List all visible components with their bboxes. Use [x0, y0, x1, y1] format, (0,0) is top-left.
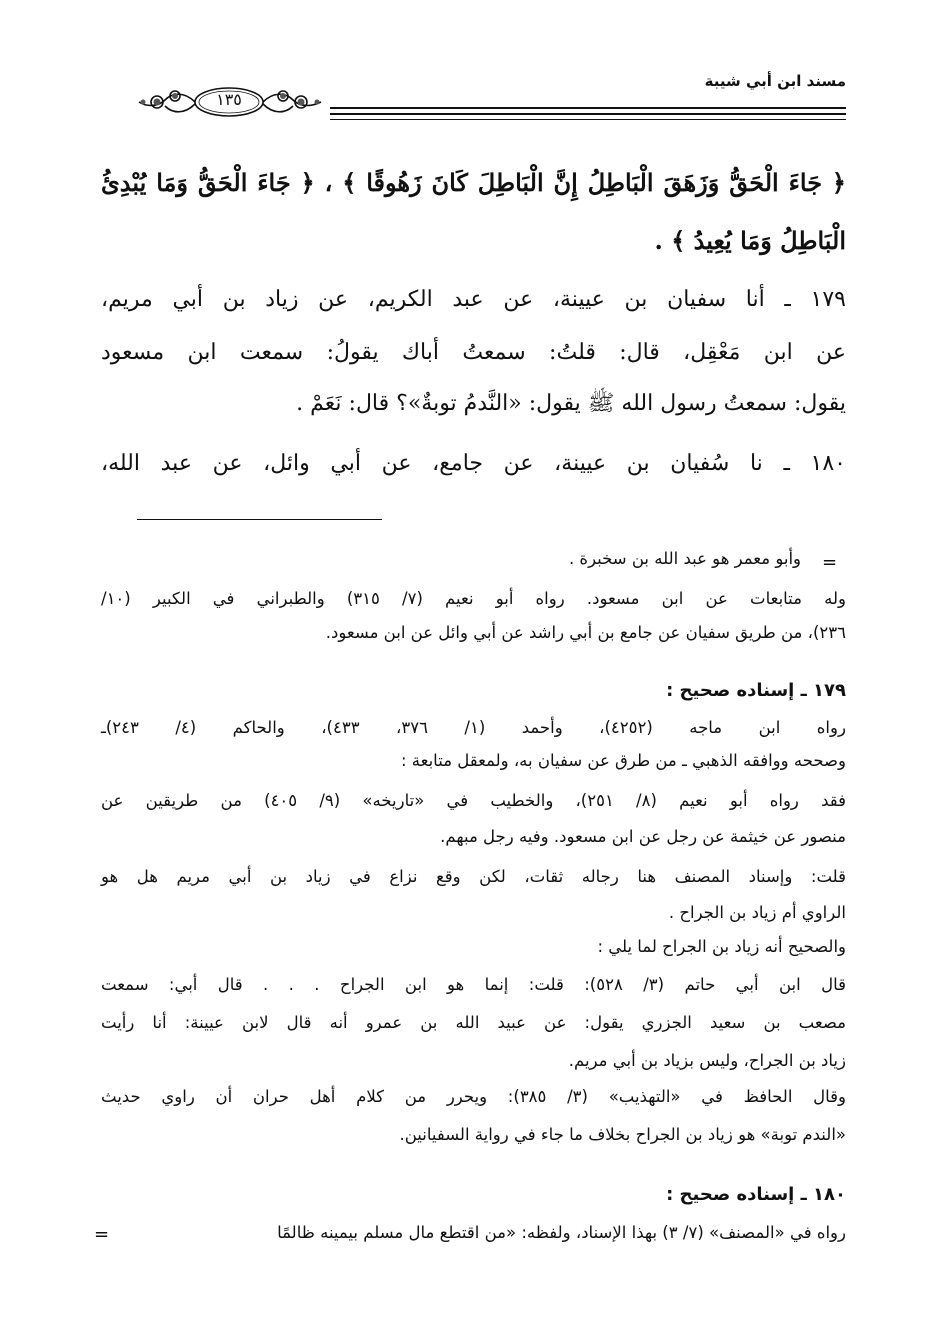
page-number: ١٣٥ — [216, 90, 242, 109]
footnote-line: زياد بن الجراح، وليس بزياد بن أبي مريم. — [568, 1051, 846, 1070]
header-rule — [330, 119, 846, 120]
footnote-line: فقد رواه أبو نعيم (٨/ ٢٥١)، والخطيب في «تاريخه» (٩/ ٤٠٥) من طريقين عن — [101, 791, 846, 810]
footnote-line: وصححه ووافقه الذهبي ـ من طرق عن سفيان به، ولمعقل متابعة : — [400, 751, 846, 770]
footnote-line: رواه في «المصنف» (٧/ ٣) بهذا الإسناد، ولفظه: «من اقتطع مال مسلم بيمينه ظالمًا — [277, 1223, 846, 1242]
footnote-line: وأبو معمر هو عبد الله بن سخبرة . — [568, 549, 801, 568]
quran-verse-line: الْبَاطِلُ وَمَا يُعِيدُ ﴾ . — [654, 226, 846, 255]
footnote-heading: ١٨٠ ـ إسناده صحيح : — [666, 1184, 846, 1205]
hadith-180-line: ١٨٠ ـ نا سُفيان بن عيينة، عن جامع، عن أبي وائل، عن عبد الله، — [101, 451, 846, 476]
footnote-line: منصور عن خيثمة عن رجل عن ابن مسعود. وفيه رجل مبهم. — [440, 827, 846, 846]
footnote-heading: ١٧٩ ـ إسناده صحيح : — [666, 680, 846, 701]
footnote-line: والصحيح أنه زياد بن الجراح لما يلي : — [597, 937, 846, 956]
footnote-line: ٢٣٦)، من طريق سفيان عن جامع بن أبي راشد عن أبي وائل عن ابن مسعود. — [325, 623, 846, 642]
footnote-line: قلت: وإسناد المصنف هنا رجاله ثقات، لكن وقع نزاع في زياد بن أبي مريم هل هو — [101, 867, 846, 886]
header-rule — [330, 113, 846, 115]
footnote-line: الراوي أم زياد بن الجراح . — [668, 903, 846, 922]
footnote-line: قال ابن أبي حاتم (٣/ ٥٢٨): قلت: إنما هو ابن الجراح . . . قال أبي: سمعت — [101, 975, 846, 994]
hadith-179-line: يقول: سمعتُ رسول الله ﷺ يقول: «النَّدمُ توبةٌ»؟ قال: نَعَمْ . — [296, 391, 846, 416]
footnote-separator — [137, 519, 382, 520]
hadith-179-line: عن ابن مَعْقِل، قال: قلتُ: سمعتُ أباك يقولُ: سمعت ابن مسعود — [101, 340, 846, 365]
continuation-marker: = — [822, 552, 838, 573]
footnote-line: وله متابعات عن ابن مسعود. رواه أبو نعيم (٧/ ٣١٥) والطبراني في الكبير (١٠/ — [101, 589, 846, 608]
footnote-line: وقال الحافظ في «التهذيب» (٣/ ٣٨٥): ويحرر من كلام أهل حران أن راوي حديث — [101, 1087, 846, 1106]
footnote-line: «الندم توبة» هو زياد بن الجراح بخلاف ما جاء في رواية السفيانين. — [399, 1125, 846, 1144]
quran-verse-line: ﴿ جَاءَ الْحَقُّ وَزَهَقَ الْبَاطِلُ إِنَّ الْبَاطِلَ كَانَ زَهُوقًا ﴾ ، ﴿ جَاءَ الْحَقُّ وَمَا يُبْدِئُ — [101, 168, 846, 197]
continuation-marker: = — [94, 1224, 110, 1245]
hadith-179-line: ١٧٩ ـ أنا سفيان بن عيينة، عن عبد الكريم، عن زياد بن أبي مريم، — [101, 287, 846, 312]
running-title: مسند ابن أبي شيبة — [704, 72, 846, 90]
footnote-line: رواه ابن ماجه (٤٢٥٢)، وأحمد (١/ ٣٧٦، ٤٣٣)، والحاكم (٤/ ٢٤٣)ـ — [101, 718, 846, 737]
header-rule — [330, 107, 846, 109]
footnote-line: مصعب بن سعيد الجزري يقول: عن عبيد الله بن عمرو أنه قال لابن عيينة: أنا رأيت — [101, 1013, 846, 1032]
